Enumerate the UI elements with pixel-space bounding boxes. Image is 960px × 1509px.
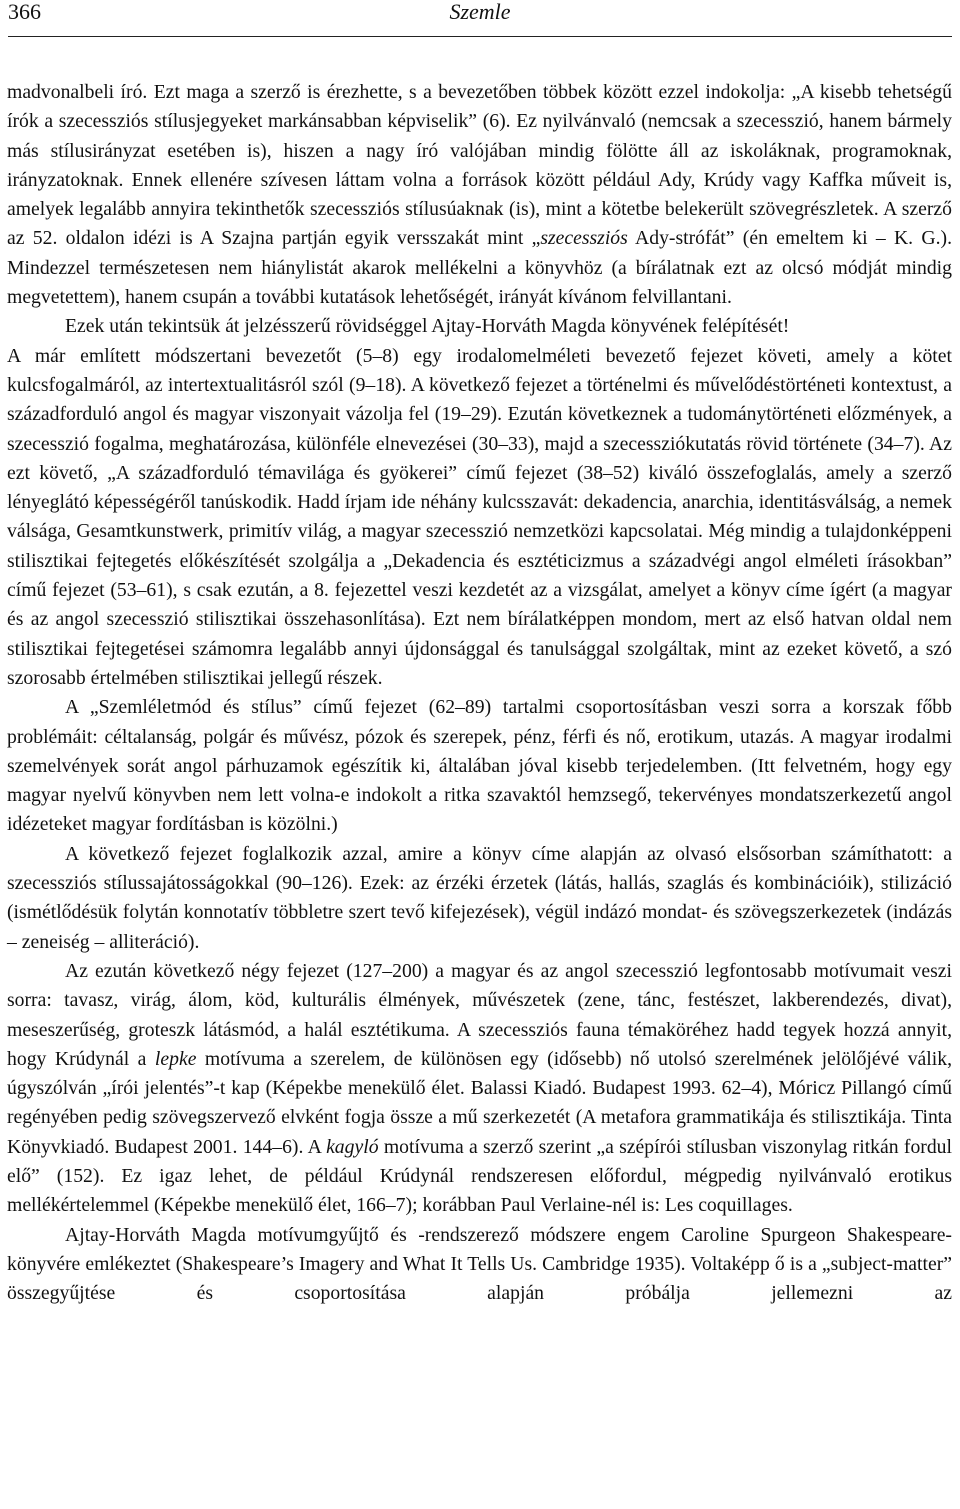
paragraph-text: madvonalbeli író. Ezt maga a szerző is érezhette, s a bevezetőben többek között ezzel indokolja: „A kisebb tehetségű írók a szecessziós stílusjegyeket markánsabban képviselik” (6). Ez nyilvánvaló (nemcsak a szecesszió, hanem bármely más stílusirányzat esetében is), hiszen a nagy író valójában mindig fölötte áll az iskoláknak, programoknak, irányzatoknak. Ennek ellenére szívesen láttam volna a források között például Ady, Krúdy vagy Kaffka műveit is, amelyek legalább annyira tekinthetők szecessziós stílusúaknak (is), mint a kötetbe belekerült szövegrészletek. A szerző az 52. oldalon idézi is A Szajna partján egyik versszakát mint „ — [7, 81, 952, 250]
paragraph — [7, 78, 952, 312]
italic-term: szecessziós — [540, 227, 628, 250]
paragraph-text: motívuma a szerző szerint „a szépírói stílusban viszonylag ritkán fordul elő” (152). Ez igaz lehet, de például Krúdynál rendszeresen előfordul, mégpedig nyilvánvaló erotikus mellékértelemmel (Képekbe menekülő élet, 166–7); korábban Paul Verlaine-nél is: Les coquillages. — [7, 1135, 952, 1217]
paragraph-text: A „Szemléletmód és stílus” című fejezet (62–89) tartalmi csoportosításban veszi sorra a korszak főbb problémáit: céltalanság, polgár és művész, pózok és szerepek, pénz, férfi és nő, erotikum, utazás. A magyar irodalmi szemelvények sorát angol párhuzamok egészítik ki, általában jóval kisebb terjedelemben. (Itt felvetném, hogy egy magyar nyelvű könyvben nem lett volna-e indokolt a ritka szavaktól hemzsegő, tekervényes mondatszerkezetű angol idézeteket magyar fordításban is közölni.) — [7, 696, 952, 836]
paragraph-text: A már említett módszertani bevezetőt (5–8) egy irodalomelméleti bevezető fejezet követi, amely a kötet kulcsfogalmáról, az intertextualitásról szól (9–18). A következő fejezet a történelmi és művelődéstörténeti kontextust, a századforduló angol és magyar viszonyait vázolja fel (19–29). Ezután következnek a tudománytörténeti előzmények, a szecesszió fogalma, meghatározása, különféle elnevezései (30–33), majd a szecessziókutatás rövid története (34–7). Az ezt követő, „A századforduló témavilága és gyökerei” című fejezet (38–52) kiváló összefoglalás, amely a szerző lényeglátó képességéről tanúskodik. Hadd írjam ide néhány kulcsszavát: dekadencia, anarchia, identitásválság, a nemek válsága, Gesamtkunstwerk, primitív világ, a magyar szecesszió nemzetközi kapcsolatai. Még mindig a tulajdonképpeni stilisztikai fejtegetés előkészítését szolgálja a „Dekadencia és esztéticizmus a századvégi angol elméleti írásokban” című fejezet (53–61), s csak ezután, a 8. fejezettel veszi kezdetét az a vizsgálat, amelyet a könyv címe ígért (a magyar és az angol szecesszió stilisztikai összehasonlítása). Ezt nem bírálatképpen mondom, mert az első hatvan oldal nem stilisztikai fejtegetései számomra legalább annyi újdonsággal és tanulsággal szolgáltak, mint az ezeket követő, a szó szorosabb értelmében stilisztikai jellegű részek. — [7, 344, 952, 689]
paragraph-text: A következő fejezet foglalkozik azzal, amire a könyv címe alapján az olvasó elsősorban számíthatott: a szecessziós stílussajátosságokkal (90–126). Ezek: az érzéki érzetek (látás, hallás, szaglás és kombinációik), stilizáció (ismétlődésük folytán konnotatív többletre szert tevő kifejezések), végül indázó mondat- és szövegszerkezetek (indázás – zeneiség – alliteráció). — [7, 842, 952, 953]
page-number: 366 — [8, 0, 41, 24]
italic-term: lepke — [154, 1047, 197, 1070]
paragraph-text: Ady-strófát” (én emeltem ki – K. G.). Mindezzel természetesen nem hiánylistát akarok mellékelni a könyvhöz (a bírálatnak ezt az olcsó módját mindig megvetettem), hanem csupán a további kutatások lehetőségét, irányát kívánom felvillantani. — [7, 227, 952, 309]
italic-term: kagyló — [326, 1135, 379, 1158]
paragraph-text: Ezek után tekintsük át jelzésszerű rövidséggel Ajtay-Horváth Magda könyvének felépítését! — [65, 315, 790, 338]
paragraph — [7, 840, 952, 957]
article-body — [7, 78, 952, 1308]
paragraph-text: Az ezután következő négy fejezet (127–200) a magyar és az angol szecesszió legfontosabb motívumait veszi sorra: tavasz, virág, álom, köd, kulturális élmények, művészetek (zene, tánc, festészet, lakberendezés, divat), meseszerűség, groteszk látásmód, a halál esztétikuma. A szecessziós fauna témaköréhez hadd tegyek hozzá annyit, hogy Krúdynál a — [7, 959, 952, 1070]
paragraph-text: motívuma a szerelem, de különösen egy (idősebb) nő utolsó szerelmének jelölőjévé válik, úgyszólván „írói jelentés”-t kap (Képekbe menekülő élet. Balassi Kiadó. Budapest 1993. 62–4), Móricz Pillangó című regényében pedig szövegszervező elvként fogja össze a mű szerkezetét (A metafora grammatikája és stilisztikája. Tinta Könyvkiadó. Budapest 2001. 144–6). A — [7, 1047, 952, 1158]
paragraph-text: Ajtay-Horváth Magda motívumgyűjtő és -rendszerező módszere engem Caroline Spurgeon Shakespeare-könyvére emlékeztet (Shakespeare’s Imagery and What It Tells Us. Cambridge 1935). Voltaképp ő is a „subject-matter” összegyűjtése és csoportosítása alapján próbálja jellemezni az — [7, 1223, 952, 1305]
paragraph — [7, 1221, 952, 1309]
page-header — [8, 0, 952, 37]
paragraph — [7, 312, 952, 341]
paragraph — [7, 957, 952, 1221]
paragraph — [7, 342, 952, 694]
paragraph — [7, 693, 952, 839]
running-head: Szemle — [449, 0, 511, 24]
